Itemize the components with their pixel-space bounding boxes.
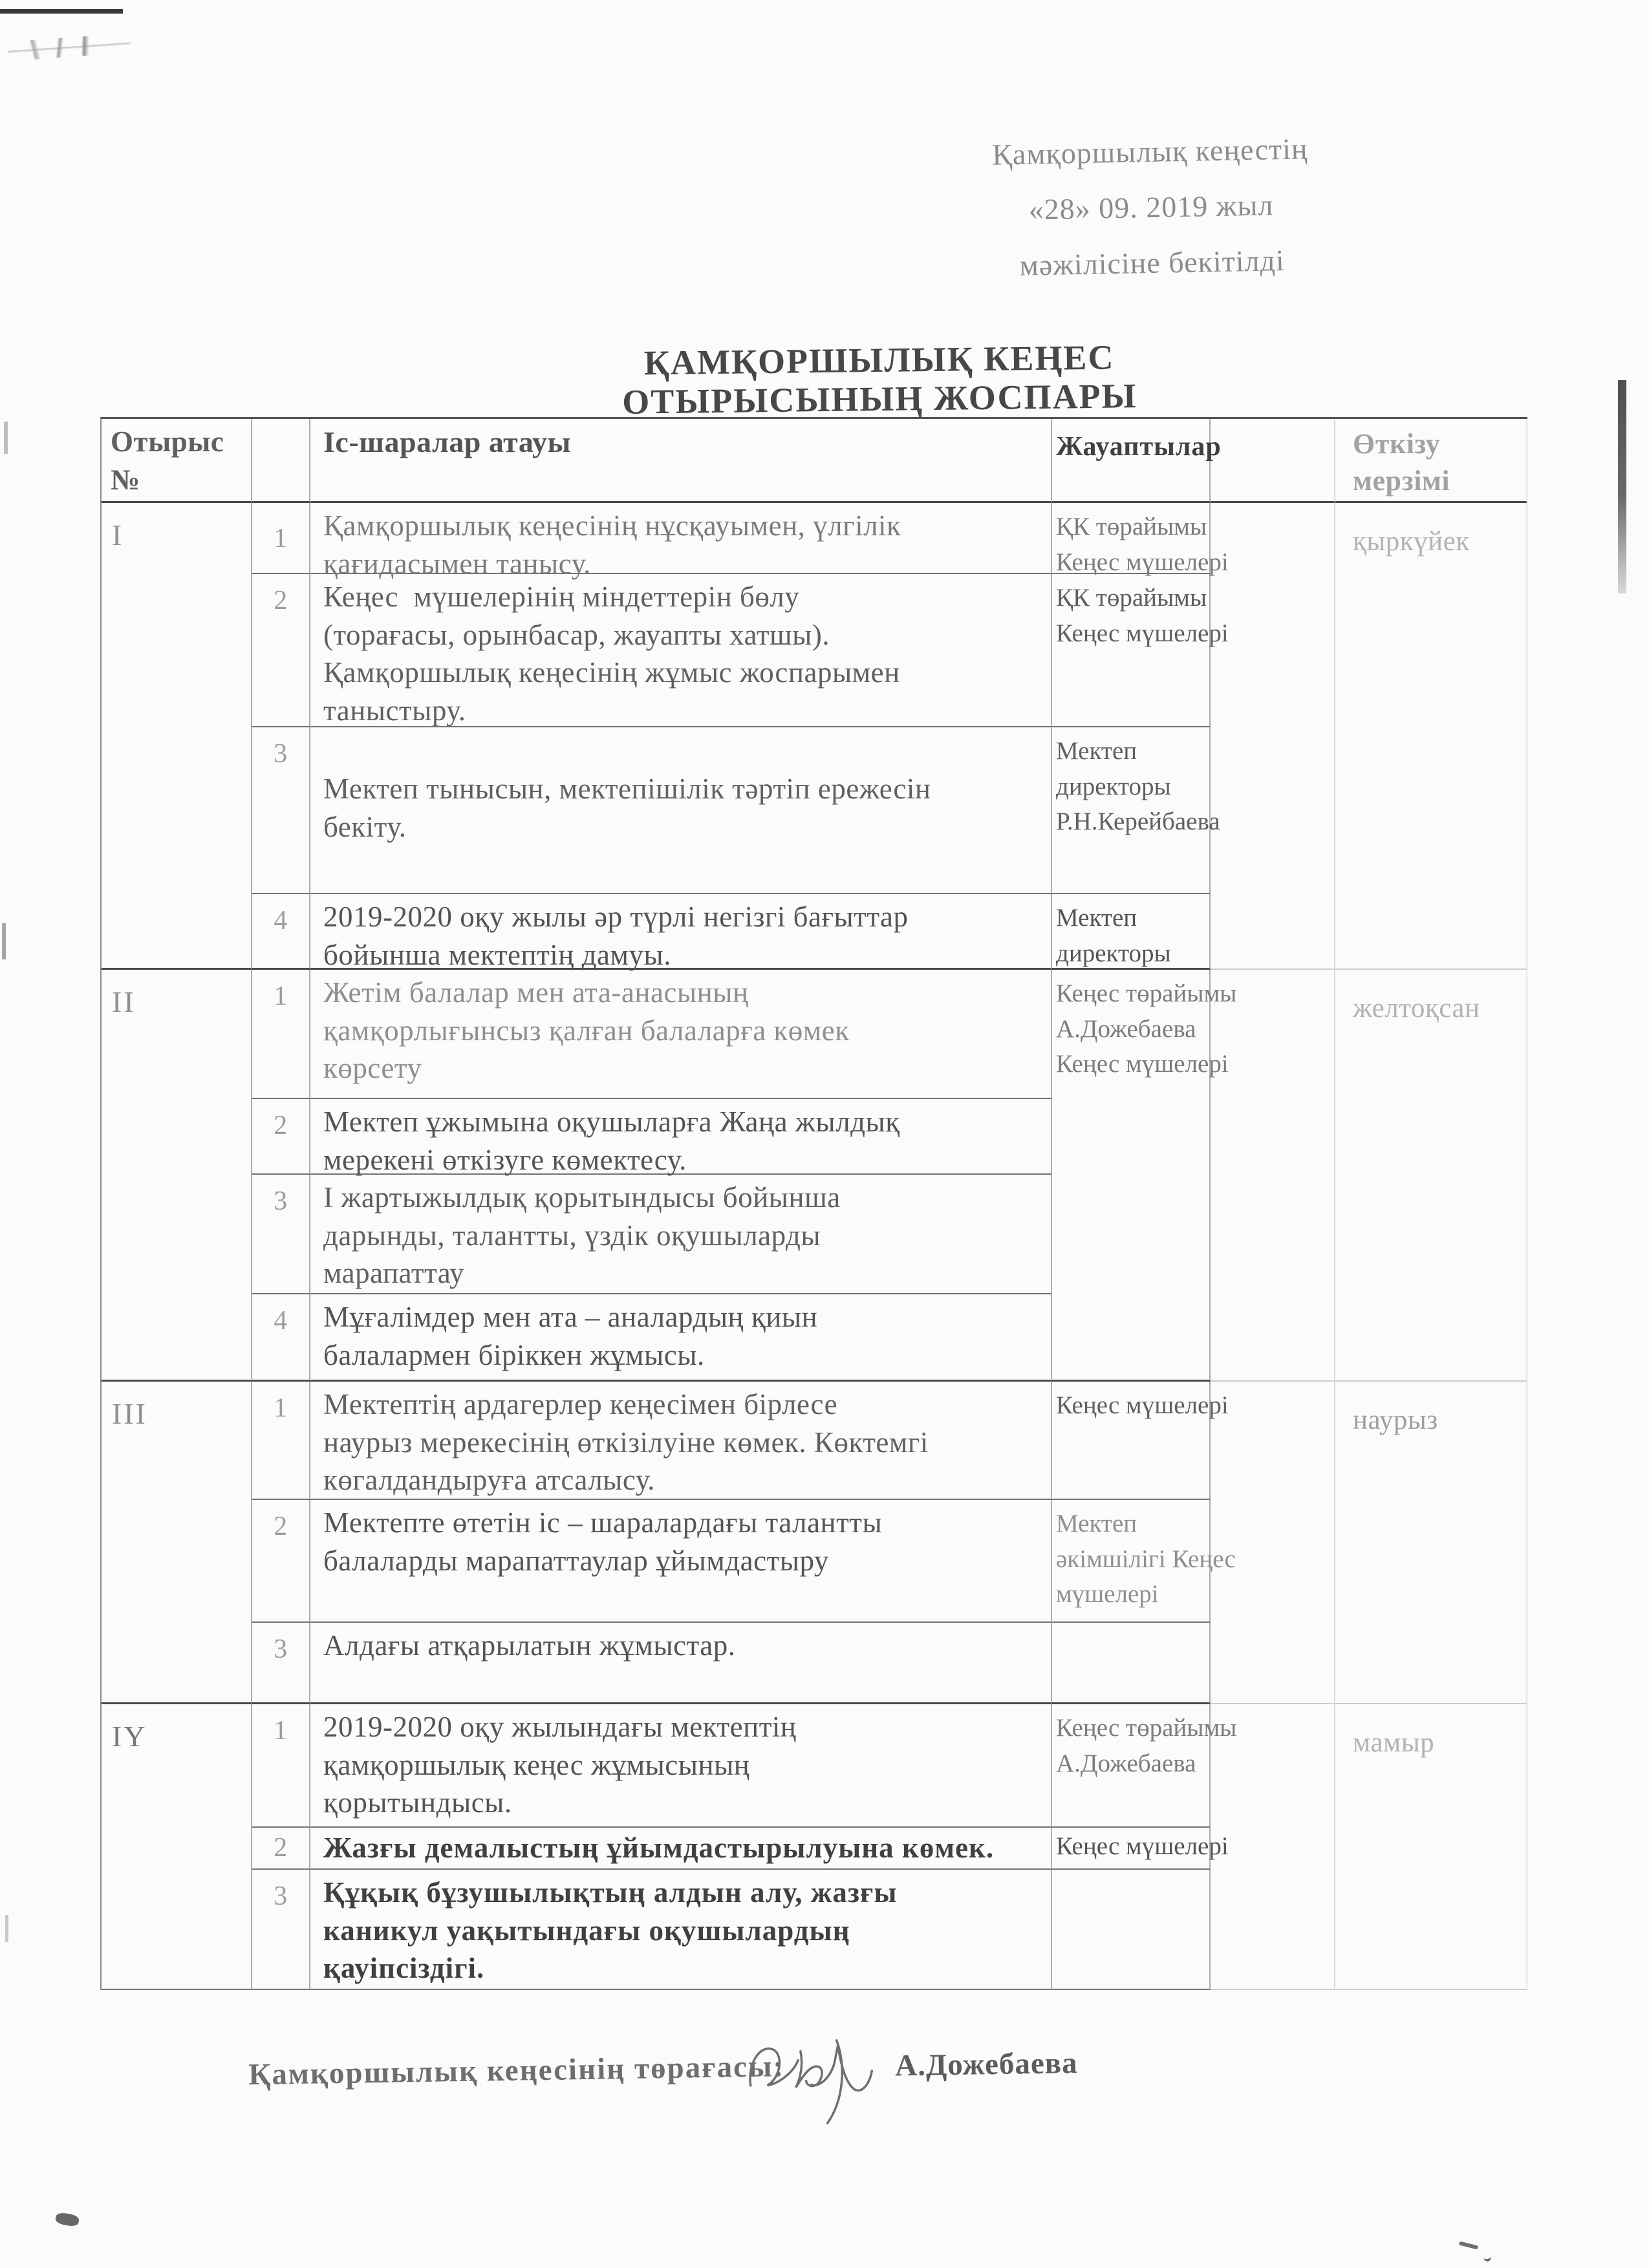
section-numeral: I [102,503,252,970]
activity-cell: Мектепте өтетін іс – шаралардағы талантты балаларды марапаттаулар ұйымдастыру [310,1500,1052,1623]
header-spacer [1211,419,1335,503]
activity-cell: І жартыжылдық қорытындысы бойынша дарынды, талантты, үздік оқушыларды марапаттау [310,1175,1052,1294]
activity-cell: Мектептің ардагерлер кеңесімен бірлесе наурыз мерекесінің өткізілуіне көмек. Көктемгі көгалдандыруға атсалысу. [310,1382,1052,1500]
activity-cell: Жетім балалар мен ата-анасының қамқорлығынсыз қалған балаларға көмек көрсету [310,970,1052,1099]
row-number: 3 [252,1870,310,1990]
scan-artifact-right-strip [1618,380,1626,594]
header-responsible: Жауаптылар [1052,419,1211,503]
signature-label: Қамқоршылық кеңесінің төрағасы: [248,2049,785,2092]
scan-artifact-topleft-bar [0,9,123,14]
section-numeral: III [102,1382,252,1704]
activity-cell: 2019-2020 оқу жылындағы мектептің қамқоршылық кеңес жұмысының қорытындысы. [310,1704,1052,1828]
section-numeral: II [102,970,252,1382]
row-number: 1 [252,1382,310,1500]
activity-cell: Мектеп ұжымына оқушыларға Жаңа жылдық мерекені өткізуге көмектесу. [310,1099,1052,1175]
plan-table [100,417,1527,1990]
row-number: 1 [252,1704,310,1828]
responsible-cell: Кеңес мүшелері [1052,1382,1211,1500]
header-meeting-no: Отырыс № [102,419,252,503]
approval-note: Қамқоршылық кеңестің «28» 09. 2019 жыл мәжілісіне бекітілді [991,132,1308,282]
row-number: 3 [252,727,310,894]
responsible-cell: Мектеп әкімшілігі Кеңес мүшелері [1052,1500,1211,1623]
section-numeral: IY [102,1704,252,1990]
document-title-line2: ОТЫРЫСЫНЫҢ ЖОСПАРЫ [621,376,1137,422]
scan-artifact-left-mark-3 [5,1915,8,1942]
scan-artifact-topleft-smudge [7,33,131,61]
header-activity: Іс-шаралар атауы [310,419,1052,503]
header-period: Өткізу мерзімі [1335,419,1527,503]
period-cell: қыркүйек [1335,503,1527,970]
handwritten-signature [738,2021,895,2134]
row-number: 3 [252,1175,310,1294]
activity-cell: Қамқоршылық кеңесінің нұсқауымен, үлгілік қағидасымен танысу. [310,503,1052,574]
row-number: 2 [252,1828,310,1870]
scan-artifact-bottomleft-mark [55,2212,80,2227]
document-title-line1: ҚАМҚОРШЫЛЫҚ КЕҢЕС [643,337,1115,383]
responsible-cell: Мектеп директоры [1052,894,1211,970]
responsible-cell-merged: Кеңес төрайымы А.Дожебаева Кеңес мүшелері [1052,970,1211,1382]
signature-block [248,2039,1414,2161]
row-number: 1 [252,970,310,1099]
spacer-cell [1211,1704,1335,1990]
responsible-cell: Кеңес мүшелері [1052,1828,1211,1870]
activity-cell: Мектеп тынысын, мектепішілік тәртіп ережесін бекіту. [310,727,1052,894]
row-number: 4 [252,1294,310,1382]
responsible-cell: ҚК төрайымы Кеңес мүшелері [1052,574,1211,727]
row-number: 3 [252,1623,310,1704]
scan-artifact-left-mark-2 [2,923,6,959]
spacer-cell [1211,1382,1335,1704]
row-number: 2 [252,574,310,727]
scan-artifact-bottomright-mark-2 [1483,2252,1492,2262]
row-number: 2 [252,1099,310,1175]
activity-cell: 2019-2020 оқу жылы әр түрлі негізгі бағыттар бойынша мектептің дамуы. [310,894,1052,970]
activity-cell: Кеңес мүшелерінің міндеттерін бөлу (торағасы, орынбасар, жауапты хатшы). Қамқоршылық кеңесінің жұмыс жоспарымен таныстыру. [310,574,1052,727]
document-title [0,331,1649,429]
row-number: 1 [252,503,310,574]
row-number: 2 [252,1500,310,1623]
activity-cell: Құқық бұзушылықтың алдын алу, жазғы каникул уақытындағы оқушылардың қауіпсіздігі. [310,1870,1052,1990]
responsible-cell-empty [1052,1870,1211,1990]
activity-cell: Мұғалімдер мен ата – аналардың қиын балалармен біріккен жұмысы. [310,1294,1052,1382]
scan-artifact-bottomright-mark-1 [1459,2241,1479,2249]
period-cell: желтоқсан [1335,970,1527,1382]
responsible-cell: Кеңес төрайымы А.Дожебаева [1052,1704,1211,1828]
signature-name: А.Дожебаева [894,2046,1078,2083]
activity-cell: Жазғы демалыстың ұйымдастырылуына көмек. [310,1828,1052,1870]
header-item-no [252,419,310,503]
spacer-cell [1211,970,1335,1382]
responsible-cell: ҚК төрайымы Кеңес мүшелері [1052,503,1211,574]
period-cell: наурыз [1335,1382,1527,1704]
row-number: 4 [252,894,310,970]
period-cell: мамыр [1335,1704,1527,1990]
responsible-cell-empty [1052,1623,1211,1704]
activity-cell: Алдағы атқарылатын жұмыстар. [310,1623,1052,1704]
responsible-cell: Мектеп директоры Р.Н.Керейбаева [1052,727,1211,894]
spacer-cell [1211,503,1335,970]
